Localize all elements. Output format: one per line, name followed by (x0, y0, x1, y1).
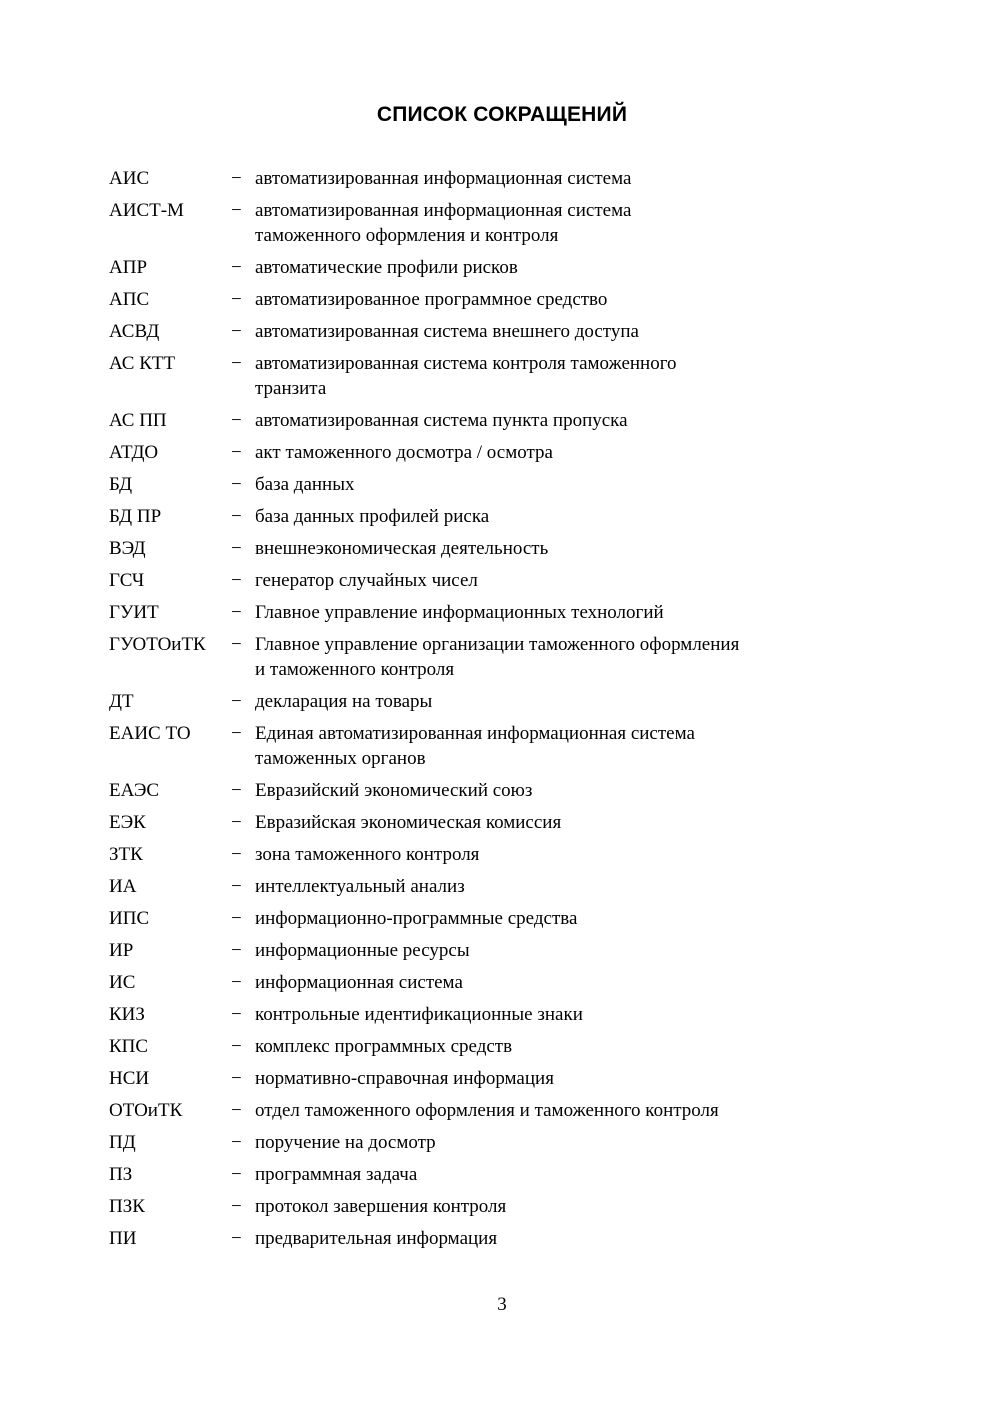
abbreviation: КПС (109, 1036, 149, 1057)
definition: декларация на товары (255, 691, 433, 712)
definition: предварительная информация (255, 1228, 498, 1249)
list-item (109, 472, 829, 497)
dash-separator: − (231, 474, 242, 495)
definition: поручение на досмотр (255, 1132, 436, 1153)
list-item (109, 874, 829, 899)
abbreviation: ВЭД (109, 538, 146, 559)
abbreviation: ИС (109, 972, 136, 993)
abbreviation: ПЗ (109, 1164, 133, 1185)
abbreviation: ГСЧ (109, 570, 145, 591)
definition: Главное управление информационных технологий (255, 602, 664, 623)
dash-separator: − (231, 1100, 242, 1121)
dash-separator: − (231, 844, 242, 865)
definition: автоматизированная система внешнего доступа (255, 321, 639, 342)
definition: Главное управление организации таможенного оформления и таможенного контроля (255, 634, 740, 680)
dash-separator: − (231, 257, 242, 278)
abbreviation: КИЗ (109, 1004, 145, 1025)
list-item (109, 632, 829, 682)
abbreviation: ПЗК (109, 1196, 145, 1217)
abbreviation: ГУИТ (109, 602, 159, 623)
definition: база данных (255, 474, 355, 495)
list-item (109, 842, 829, 867)
abbreviation: ЕЭК (109, 812, 146, 833)
abbreviation: АС КТТ (109, 353, 176, 374)
abbreviation: ПИ (109, 1228, 137, 1249)
list-item (109, 255, 829, 280)
abbreviation: ОТОиТК (109, 1100, 183, 1121)
dash-separator: − (231, 1196, 242, 1217)
list-item (109, 408, 829, 433)
definition: Единая автоматизированная информационная система таможенных органов (255, 723, 695, 769)
page-title: СПИСОК СОКРАЩЕНИЙ (376, 103, 628, 126)
dash-separator: − (231, 321, 242, 342)
list-item (109, 1162, 829, 1187)
definition: автоматические профили рисков (255, 257, 518, 278)
definition: акт таможенного досмотра / осмотра (255, 442, 553, 463)
abbreviation: ИА (109, 876, 137, 897)
abbreviation: АС ПП (109, 410, 167, 431)
definition: внешнеэкономическая деятельность (255, 538, 549, 559)
dash-separator: − (231, 506, 242, 527)
list-item (109, 568, 829, 593)
definition: информационно-программные средства (255, 908, 578, 929)
definition: автоматизированное программное средство (255, 289, 608, 310)
dash-separator: − (231, 1132, 242, 1153)
dash-separator: − (231, 780, 242, 801)
abbreviation: ЕАИС ТО (109, 723, 191, 744)
definition: Евразийская экономическая комиссия (255, 812, 562, 833)
dash-separator: − (231, 1068, 242, 1089)
definition: нормативно-справочная информация (255, 1068, 554, 1089)
abbreviation-list (109, 166, 829, 1258)
definition: контрольные идентификационные знаки (255, 1004, 583, 1025)
abbreviation: ПД (109, 1132, 136, 1153)
list-item (109, 166, 829, 191)
definition: автоматизированная информационная система (255, 168, 632, 189)
dash-separator: − (231, 634, 242, 655)
definition: автоматизированная система контроля таможенного транзита (255, 353, 677, 399)
list-item (109, 351, 829, 401)
definition: отдел таможенного оформления и таможенного контроля (255, 1100, 719, 1121)
abbreviation: ДТ (109, 691, 134, 712)
abbreviation: ИР (109, 940, 134, 961)
list-item (109, 1034, 829, 1059)
abbreviation: ЗТК (109, 844, 143, 865)
dash-separator: − (231, 200, 242, 221)
abbreviation: ИПС (109, 908, 150, 929)
list-item (109, 319, 829, 344)
abbreviation: НСИ (109, 1068, 150, 1089)
dash-separator: − (231, 602, 242, 623)
abbreviation: АИС (109, 168, 150, 189)
list-item (109, 810, 829, 835)
dash-separator: − (231, 442, 242, 463)
list-item (109, 778, 829, 803)
abbreviation: БД ПР (109, 506, 162, 527)
abbreviation: АСВД (109, 321, 160, 342)
list-item (109, 721, 829, 771)
definition: протокол завершения контроля (255, 1196, 507, 1217)
definition: база данных профилей риска (255, 506, 490, 527)
dash-separator: − (231, 876, 242, 897)
list-item (109, 504, 829, 529)
dash-separator: − (231, 168, 242, 189)
list-item (109, 287, 829, 312)
dash-separator: − (231, 1228, 242, 1249)
dash-separator: − (231, 353, 242, 374)
dash-separator: − (231, 570, 242, 591)
list-item (109, 600, 829, 625)
definition: информационная система (255, 972, 463, 993)
dash-separator: − (231, 812, 242, 833)
dash-separator: − (231, 908, 242, 929)
list-item (109, 938, 829, 963)
abbreviation: АТДО (109, 442, 159, 463)
list-item (109, 1098, 829, 1123)
list-item (109, 906, 829, 931)
list-item (109, 970, 829, 995)
abbreviation: АИСТ-М (109, 200, 184, 221)
page-number: 3 (497, 1294, 507, 1315)
dash-separator: − (231, 1164, 242, 1185)
dash-separator: − (231, 691, 242, 712)
definition: зона таможенного контроля (255, 844, 480, 865)
definition: автоматизированная информационная система таможенного оформления и контроля (255, 200, 632, 246)
definition: информационные ресурсы (255, 940, 470, 961)
abbreviation: ЕАЭС (109, 780, 160, 801)
dash-separator: − (231, 289, 242, 310)
abbreviation: БД (109, 474, 133, 495)
dash-separator: − (231, 1004, 242, 1025)
abbreviation: ГУОТОиТК (109, 634, 206, 655)
list-item (109, 198, 829, 248)
list-item (109, 440, 829, 465)
abbreviation: АПС (109, 289, 150, 310)
definition: автоматизированная система пункта пропуска (255, 410, 628, 431)
dash-separator: − (231, 723, 242, 744)
list-item (109, 1130, 829, 1155)
definition: генератор случайных чисел (255, 570, 478, 591)
dash-separator: − (231, 538, 242, 559)
list-item (109, 1226, 829, 1251)
list-item (109, 1066, 829, 1091)
definition: комплекс программных средств (255, 1036, 513, 1057)
list-item (109, 1194, 829, 1219)
list-item (109, 1002, 829, 1027)
dash-separator: − (231, 940, 242, 961)
list-item (109, 536, 829, 561)
dash-separator: − (231, 1036, 242, 1057)
dash-separator: − (231, 410, 242, 431)
dash-separator: − (231, 972, 242, 993)
list-item (109, 689, 829, 714)
definition: интеллектуальный анализ (255, 876, 465, 897)
abbreviation: АПР (109, 257, 148, 278)
definition: Евразийский экономический союз (255, 780, 533, 801)
definition: программная задача (255, 1164, 418, 1185)
